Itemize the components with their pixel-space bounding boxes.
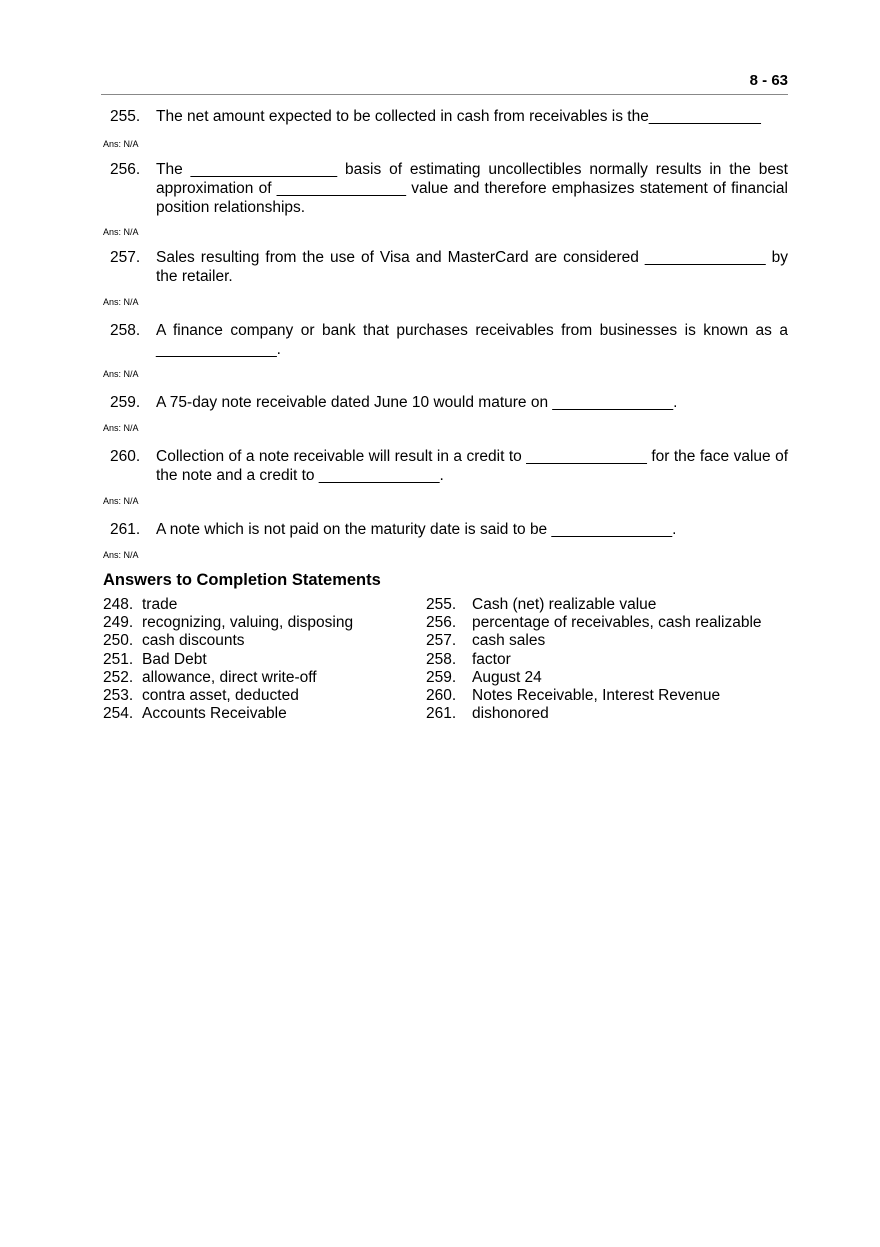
page-content: [103, 107, 788, 723]
page-number: 8 - 63: [749, 72, 788, 89]
answer-text: contra asset, deducted: [142, 687, 299, 705]
answers-column-right: [426, 596, 788, 723]
answer-text: dishonored: [472, 705, 549, 723]
answer-text: cash sales: [472, 632, 546, 650]
question-257: [103, 248, 788, 286]
question-text: Sales resulting from the use of Visa and MasterCard are considered ______________ by the retailer.: [156, 249, 788, 285]
question-256: [103, 160, 788, 217]
question-text: A 75-day note receivable dated June 10 would mature on ______________.: [156, 394, 678, 411]
answer-item: [103, 669, 426, 687]
answer-item: [426, 632, 788, 650]
answer-number: 255.: [426, 596, 457, 613]
question-text: Collection of a note receivable will result in a credit to ______________ for the face value of the note and a credit to ______________.: [156, 448, 788, 484]
answer-note: Ans: N/A: [103, 227, 139, 237]
answer-number: 258.: [426, 650, 457, 668]
question-258: [103, 321, 788, 359]
answer-item: [103, 632, 426, 650]
answer-item: [103, 596, 426, 614]
answer-note: Ans: N/A: [103, 423, 139, 433]
answer-text: trade: [142, 596, 178, 613]
question-255: [103, 107, 788, 126]
answer-item: [426, 669, 788, 687]
question-260: [103, 447, 788, 485]
answer-text: Notes Receivable, Interest Revenue: [472, 687, 721, 705]
question-text: The _________________ basis of estimating uncollectibles normally results in the best approximation of _______________ value and therefore emphasizes statement of financial position relationships.: [156, 161, 788, 216]
answer-number: 252.: [103, 668, 134, 686]
answer-text: August 24: [472, 668, 542, 686]
answer-text: Cash (net) realizable value: [472, 596, 657, 613]
answer-text: Bad Debt: [142, 650, 207, 668]
question-number: 260.: [110, 448, 141, 465]
answer-number: 253.: [103, 687, 134, 705]
answer-note: Ans: N/A: [103, 297, 139, 307]
answer-note: Ans: N/A: [103, 496, 139, 506]
answer-item: [426, 651, 788, 669]
answers-section-title: Answers to Completion Statements: [103, 571, 381, 589]
question-number: 257.: [110, 249, 141, 266]
answer-number: 251.: [103, 650, 134, 668]
answer-number: 259.: [426, 668, 457, 686]
question-261: [103, 520, 788, 539]
answer-note: Ans: N/A: [103, 550, 139, 560]
header-divider: [101, 94, 788, 95]
question-number: 255.: [110, 108, 141, 125]
question-number: 256.: [110, 161, 141, 178]
answer-text: allowance, direct write-off: [142, 668, 317, 686]
answers-column-left: [103, 596, 426, 723]
answer-number: 256.: [426, 614, 457, 632]
answer-item: [103, 614, 426, 632]
answer-text: cash discounts: [142, 632, 245, 650]
answer-number: 250.: [103, 632, 134, 650]
answer-item: [103, 705, 426, 723]
answer-item: [103, 687, 426, 705]
question-text: A finance company or bank that purchases receivables from businesses is known as a ______________.: [156, 322, 788, 358]
answer-item: [426, 596, 788, 614]
question-259: [103, 393, 788, 412]
answer-text: recognizing, valuing, disposing: [142, 614, 354, 632]
answer-item: [103, 651, 426, 669]
answers-table: [103, 596, 788, 723]
answer-number: 248.: [103, 596, 134, 613]
answer-number: 257.: [426, 632, 457, 650]
answer-text: percentage of receivables, cash realizable: [472, 614, 762, 632]
question-number: 261.: [110, 521, 141, 538]
answer-item: [426, 705, 788, 723]
question-text: The net amount expected to be collected in cash from receivables is the_____________: [156, 108, 761, 125]
answer-number: 254.: [103, 705, 134, 723]
question-text: A note which is not paid on the maturity date is said to be ______________.: [156, 521, 677, 538]
question-number: 258.: [110, 322, 141, 339]
answer-number: 249.: [103, 614, 134, 632]
answer-number: 261.: [426, 705, 457, 723]
answer-text: factor: [472, 650, 511, 668]
answer-text: Accounts Receivable: [142, 705, 287, 723]
answer-note: Ans: N/A: [103, 369, 139, 379]
answer-item: [426, 687, 788, 705]
question-number: 259.: [110, 394, 141, 411]
answer-item: [426, 614, 788, 632]
answer-number: 260.: [426, 687, 457, 705]
answer-note: Ans: N/A: [103, 139, 139, 149]
